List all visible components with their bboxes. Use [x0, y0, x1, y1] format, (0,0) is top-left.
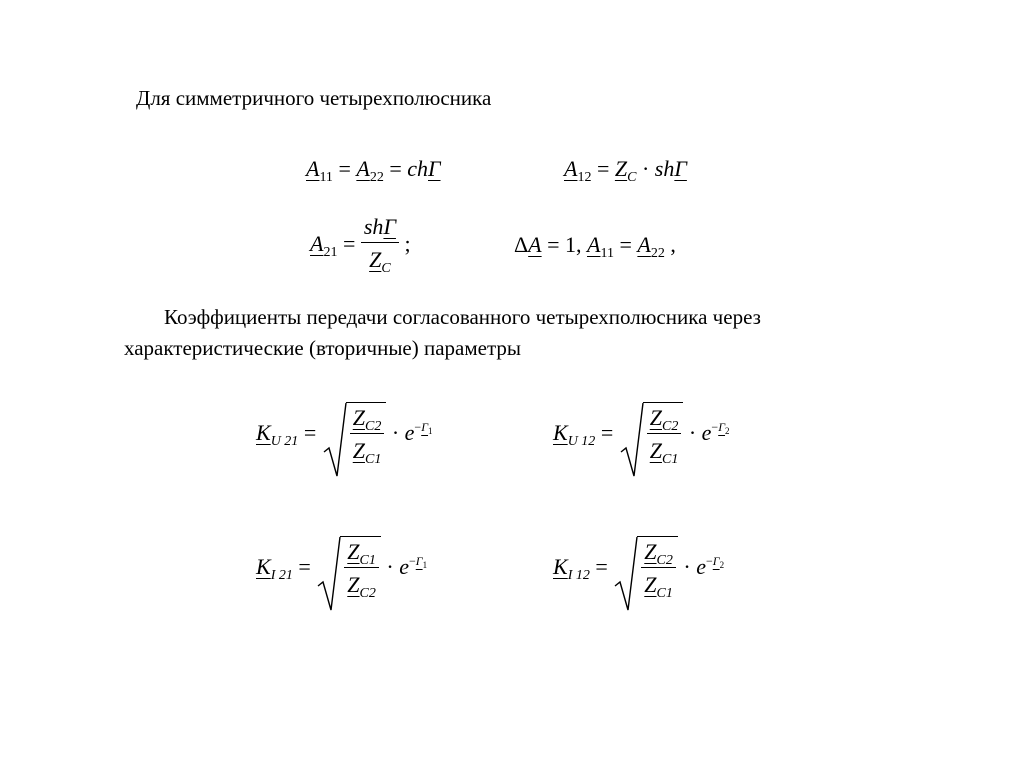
- formula-a11-a22: $A_{11} = A_{22} = ch\Gamma$: [306, 156, 441, 185]
- heading: Для симметричного четырехполюсника: [136, 86, 492, 110]
- radical-sign: [613, 536, 639, 612]
- sqrt: $\frac{Z_{C2}}{Z_{C1}}$: [322, 402, 387, 464]
- symbol-a: A: [306, 156, 320, 181]
- paragraph-line-2: характеристические (вторичные) параметры: [124, 336, 522, 360]
- radical-sign: [619, 402, 645, 478]
- formula-ki21: $K_{I 21}$ = $\frac{Z_{C1}}{Z_{C2}}$ · $e^{-\Gamma 1}$: [256, 536, 427, 598]
- paragraph-line-1: Коэффициенты передачи согласованного четырехполюсника через: [164, 305, 761, 329]
- formula-a21: $A_{21}$ = $\frac{\text{shΓ}}{Z_C}$ ;: [310, 214, 411, 276]
- formula-ki12: $K_{I 12}$ = $\frac{Z_{C2}}{Z_{C1}}$ · $e^{-\Gamma 2}$: [553, 536, 724, 598]
- formula-delta-a: ΔA = 1, $A_{11} = A_{22}$ ,: [514, 232, 676, 261]
- fraction-sh-over-zc: $\frac{\text{shΓ}}{Z_C}$: [361, 214, 399, 273]
- formula-a12: $A_{12} = Z_C \cdot sh\Gamma$: [564, 156, 687, 185]
- sqrt: $\frac{Z_{C2}}{Z_{C1}}$: [613, 536, 678, 598]
- sqrt: $\frac{Z_{C1}}{Z_{C2}}$: [316, 536, 381, 598]
- sqrt: $\frac{Z_{C2}}{Z_{C1}}$: [619, 402, 684, 464]
- formula-ku21: $K_{U 21}$ = $\frac{Z_{C2}}{Z_{C1}}$ · $e^{-\Gamma 1}$: [256, 402, 433, 464]
- radical-sign: [316, 536, 342, 612]
- formula-ku12: $K_{U 12}$ = $\frac{Z_{C2}}{Z_{C1}}$ · $e^{-\Gamma 2}$: [553, 402, 730, 464]
- radical-sign: [322, 402, 348, 478]
